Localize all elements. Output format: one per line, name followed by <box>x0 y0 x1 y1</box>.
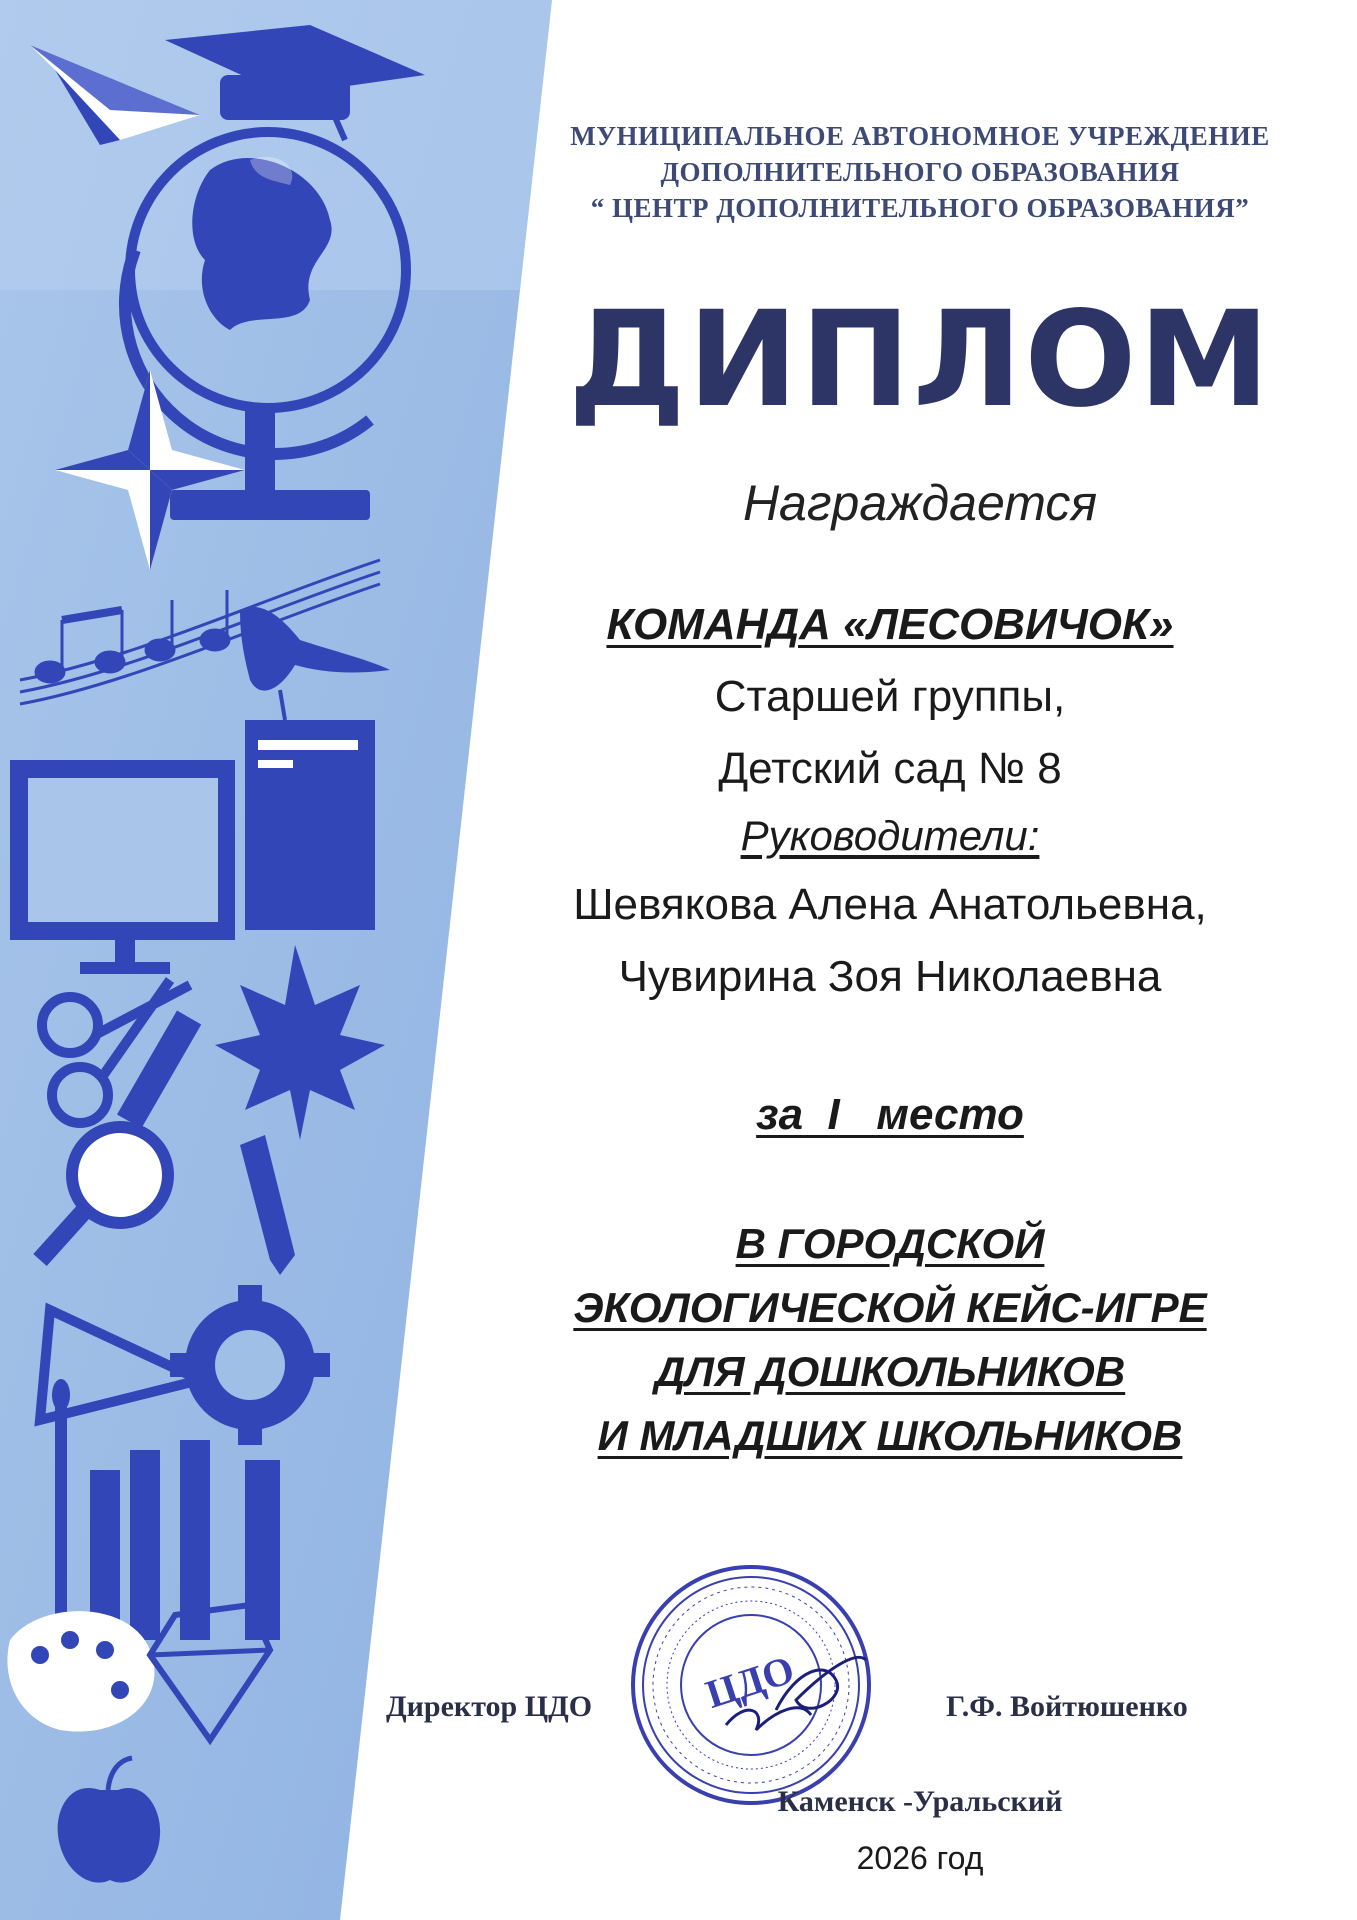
place-line: за I место <box>756 1090 1024 1139</box>
signature-name: Г.Ф. Войтюшенко <box>946 1690 1188 1723</box>
organization-line-1: МУНИЦИПАЛЬНОЕ АВТОНОМНОЕ УЧРЕЖДЕНИЕ <box>570 121 1270 151</box>
leader-name-2: Чувирина Зоя Николаевна <box>618 952 1162 1001</box>
awarded-label: Награждается <box>742 475 1098 531</box>
team-name: КОМАНДА «ЛЕСОВИЧОК» <box>606 600 1174 649</box>
year-line: 2026 год <box>856 1840 984 1876</box>
event-line-2: ЭКОЛОГИЧЕСКОЙ КЕЙС-ИГРЕ <box>573 1284 1207 1331</box>
diploma-title: ДИПЛОМ <box>568 283 1272 437</box>
computer-case-icon <box>245 720 375 930</box>
leaders-label: Руководители: <box>740 812 1040 859</box>
official-seal <box>626 1560 876 1810</box>
event-line-1: В ГОРОДСКОЙ <box>735 1220 1045 1267</box>
seal-center-text: ЦДО <box>700 1646 800 1717</box>
signature-position: Директор ЦДО <box>386 1690 593 1723</box>
organization-header <box>540 118 1300 226</box>
organization-line-2: ДОПОЛНИТЕЛЬНОГО ОБРАЗОВАНИЯ <box>660 157 1180 187</box>
kindergarten-line: Детский сад № 8 <box>718 744 1062 793</box>
city-line: Каменск -Уральский <box>777 1785 1063 1818</box>
event-description <box>480 1212 1300 1468</box>
palette-icon <box>7 1611 154 1731</box>
organization-line-3: “ ЦЕНТР ДОПОЛНИТЕЛЬНОГО ОБРАЗОВАНИЯ” <box>590 193 1250 223</box>
event-line-4: И МЛАДШИХ ШКОЛЬНИКОВ <box>597 1412 1183 1459</box>
leader-name-1: Шевякова Алена Анатольевна, <box>573 880 1207 929</box>
event-line-3: ДЛЯ ДОШКОЛЬНИКОВ <box>654 1348 1126 1395</box>
group-line: Старшей группы, <box>714 672 1066 721</box>
